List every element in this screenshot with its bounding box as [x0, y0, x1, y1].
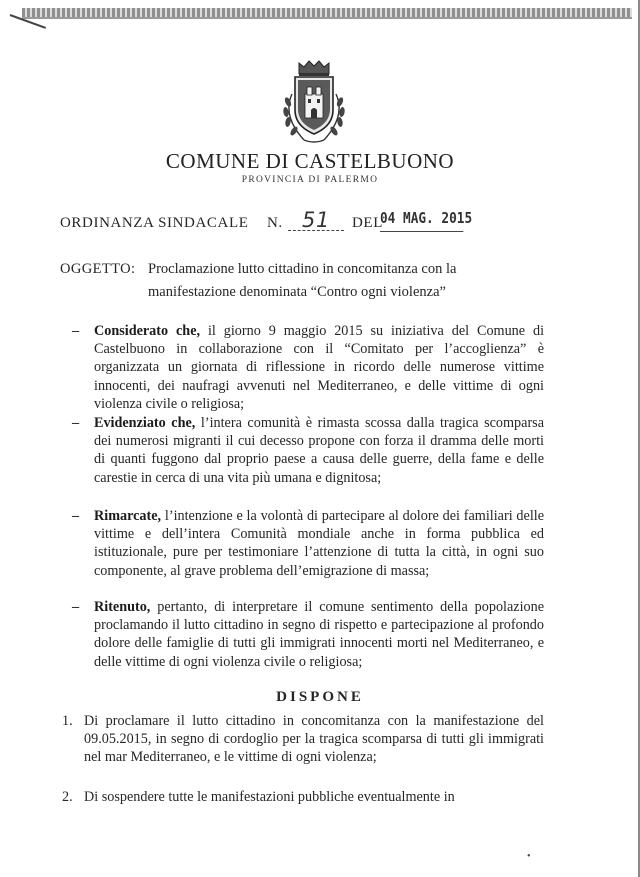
premise-lead: Ritenuto, [94, 599, 151, 615]
ordinance-number-label: N. [267, 215, 283, 231]
dispone-heading: DISPONE [276, 689, 364, 705]
ordinance-header [60, 208, 540, 237]
premise-lead: Rimarcate, [94, 508, 162, 524]
bullet-dash: – [72, 415, 80, 431]
scan-speck: • [527, 851, 531, 862]
premise-text: pertanto, di interpretare il comune sentimento della popolazione proclamando il lutto cittadino in segno di rispetto e partecipazione al profondo dolore delle famiglie di tutti gli immigrati innocenti morti nel Mediterraneo, e delle vittime di ogni violenza civile o religiosa; [94, 599, 544, 670]
provision-item [62, 713, 544, 766]
premise-text: l’intera comunità è rimasta scossa dalla tragica scomparsa dei numerosi migranti il cui decesso propone con forza il dramma delle morti di quanti fuggono dal proprio paese a causa delle guerre, della fame e delle carestie in cerca di una vita più umana e dignitosa; [94, 415, 544, 486]
ordinance-label: ORDINANZA SINDACALE [60, 215, 249, 231]
ordinance-date-stamp: 04 MAG. 2015 [380, 209, 463, 232]
province-name: PROVINCIA DI PALERMO [241, 175, 379, 185]
provision-text: Di sospendere tutte le manifestazioni pubbliche eventualmente in [84, 789, 455, 805]
scan-edge-line [22, 17, 632, 19]
subject-line: Proclamazione lutto cittadino in concomitanza con la [148, 261, 457, 277]
premise-paragraph [72, 507, 544, 580]
premise-paragraph [72, 598, 544, 671]
scan-edge-top [22, 8, 632, 17]
provision-number: 2. [62, 789, 73, 805]
premise-lead: Considerato che, [94, 323, 201, 339]
ordinance-date-label: DEL [352, 215, 383, 231]
bullet-dash: – [72, 599, 80, 615]
provision-item [62, 789, 544, 807]
subject-label: OGGETTO: [60, 261, 136, 277]
bullet-dash: – [72, 508, 80, 524]
castle-crest-icon [266, 54, 362, 150]
municipality-name: COMUNE DI CASTELBUONO [165, 149, 455, 173]
bullet-dash: – [72, 323, 80, 339]
provision-number: 1. [62, 713, 73, 729]
premise-lead: Evidenziato che, [94, 415, 196, 431]
premise-text: l’intenzione e la volontà di partecipare al dolore dei familiari delle vittime e dell’intera Comunità mondiale anche in forma pubblica ed istituzionale, pure per testimoniare l’attenzione di tutta la città, in ogni suo componente, al grave problema dell’emigrazione di massa; [94, 508, 544, 579]
provision-text: Di proclamare il lutto cittadino in concomitanza con la manifestazione del 09.05.2015, in segno di cordoglio per la tragica scomparsa di tutti gli immigrati nel mar Mediterraneo, e le vittime di ogni violenza; [84, 713, 544, 765]
premise-paragraph [72, 414, 544, 487]
premise-text: il giorno 9 maggio 2015 su iniziativa del Comune di Castelbuono in collaborazione con il “Comitato per l’accoglienza” è organizzata un giornata di riflessione in ricordo delle numerose vittime innocenti, dei naufragi avvenuti nel Mediterraneo, e delle vittime di ogni violenza civile o religiosa; [94, 323, 545, 412]
ordinance-number: 51 [288, 208, 344, 231]
subject-line: manifestazione denominata “Contro ogni violenza” [148, 284, 446, 300]
premise-paragraph [72, 322, 544, 413]
